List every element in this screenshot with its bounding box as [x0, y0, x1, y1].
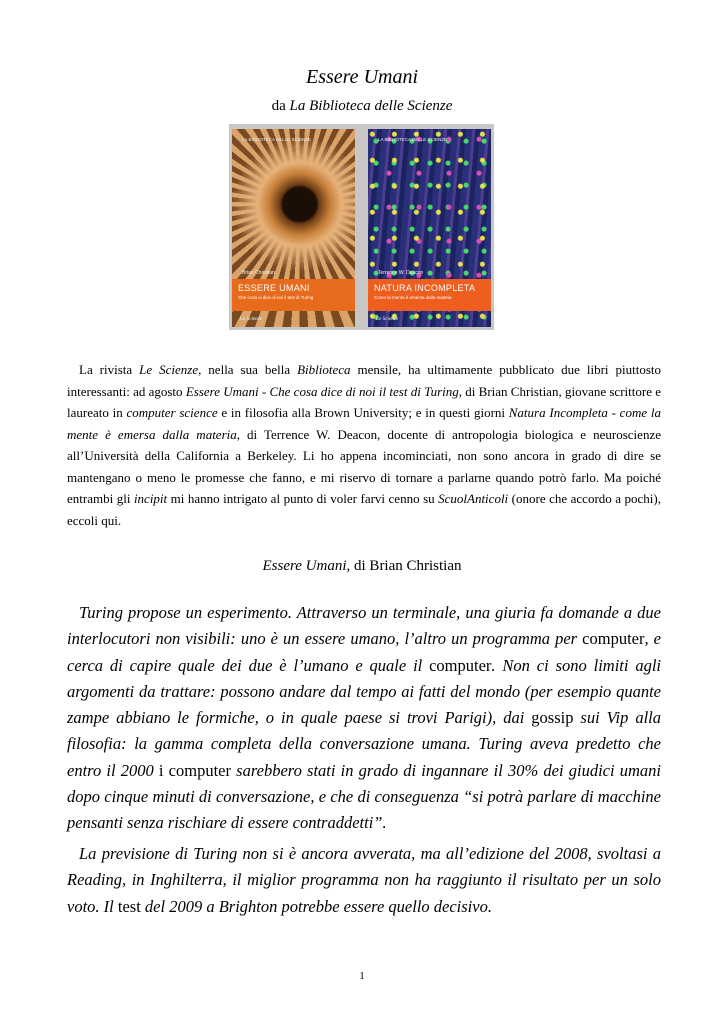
cover-essere-umani	[232, 129, 355, 327]
quote-text: , e cerca di capire quale dei due è l’umano e quale il	[67, 629, 661, 675]
quote-text: test	[117, 896, 141, 916]
cover-series-label: LA BIBLIOTECA DELLE SCIENZE	[242, 137, 312, 142]
intro-text: , di Terrence W. Deacon, docente di antropologia biologica e neuroscienze all’Università della California a Berkeley. Li ho appena incominciati, non sono ancora in grado di dire se mantengano o meno le promesse che fanno, e mi riservo di tornare a parlarne quando potrò farlo. Ma poiché entrambi gli	[67, 426, 661, 506]
intro-text: computer science	[126, 405, 218, 420]
page-subtitle	[0, 98, 724, 115]
quote-text: gossip	[531, 708, 574, 728]
book-covers-image	[229, 124, 494, 330]
cover-title: NATURA INCOMPLETA	[374, 283, 476, 293]
intro-text: , nella sua bella	[198, 362, 298, 377]
quote-text: computer	[429, 655, 492, 675]
quote-text: computer	[582, 629, 645, 649]
intro-text: , di Brian Christian, giovane scrittore e laureato in	[67, 383, 661, 420]
cover-publisher: Le Scienze	[376, 317, 399, 322]
intro-text: La rivista	[79, 362, 140, 377]
quote-text: . Non ci sono limiti agli argomenti da trattare: possono andare dal tempo ai fatti del mondo (per esempio quante zampe abbiano le formiche, o in quale paese si trovi Parigi), dai	[67, 655, 661, 728]
quote-text: del 2009 a Brighton potrebbe essere quello decisivo.	[140, 896, 492, 916]
cover-title-band	[232, 279, 355, 311]
section-heading-rest: , di Brian Christian	[346, 558, 462, 574]
intro-text: mi hanno intrigato al punto di voler farvi cenno su	[167, 491, 439, 506]
cover-publisher: Le Scienze	[240, 317, 263, 322]
intro-text: Essere Umani - Che cosa dice di noi il test di Turing	[185, 383, 459, 399]
quote-paragraph	[67, 841, 661, 920]
intro-text: e in filosofia alla Brown University; e in questi giorni	[217, 405, 509, 420]
quote-paragraph	[67, 600, 661, 837]
cover-title-band	[368, 279, 491, 311]
subtitle-series: La Biblioteca delle Scienze	[289, 98, 453, 114]
intro-text: Natura Incompleta - come la mente è emersa dalla materia	[67, 405, 661, 442]
intro-text: mensile, ha ultimamente pubblicato due libri piuttosto interessanti: ad agosto	[67, 362, 661, 399]
subtitle-prefix: da	[271, 98, 290, 114]
quote-text: La previsione di Turing non si è ancora avverata, ma all’edizione del 2008, svoltasi a Reading, in Inghilterra, il miglior programma non ha raggiunto il risultato per un solo voto. Il	[67, 844, 661, 916]
intro-text: ScuolAnticoli	[438, 491, 509, 506]
intro-text: Le Scienze	[139, 362, 199, 377]
quote-text: sui Vip alla filosofia: la gamma completa della conversazione umana. Turing aveva predetto che entro il 2000	[67, 708, 661, 780]
intro-text: incipit	[133, 491, 168, 506]
cover-author: Brian Christian	[242, 270, 275, 276]
cover-natura-incompleta	[368, 129, 491, 327]
cover-series-label: LA BIBLIOTECA DELLE SCIENZE	[378, 137, 448, 142]
cover-author: Terrence W. Deacon	[378, 270, 424, 276]
section-heading-title: Essere Umani	[262, 558, 347, 574]
quote-text: i computer	[158, 760, 231, 780]
quote-text: sarebbero stati in grado di ingannare il 30% dei giudici umani dopo cinque minuti di conversazione, e che di conseguenza “si potrà parlare di macchine pensanti senza rischiare di essere contraddetti”.	[67, 760, 661, 833]
cover-subtitle: Come la mente è emersa dalla materia	[374, 295, 452, 300]
cover-subtitle: Che cosa ci dice di noi il test di Turing	[238, 295, 314, 300]
cover-title: ESSERE UMANI	[238, 283, 310, 293]
quote-text: Turing propose un esperimento. Attraverso un terminale, una giuria fa domande a due interlocutori non visibili: uno è un essere umano, l’altro un programma per	[67, 603, 661, 649]
intro-text: Biblioteca	[297, 362, 351, 377]
intro-paragraph	[67, 359, 661, 531]
page-number: 1	[359, 970, 365, 982]
section-heading	[0, 558, 724, 575]
intro-text: (onore che accordo a pochi), eccoli qui.	[67, 491, 661, 528]
page-title: Essere Umani	[305, 66, 419, 88]
